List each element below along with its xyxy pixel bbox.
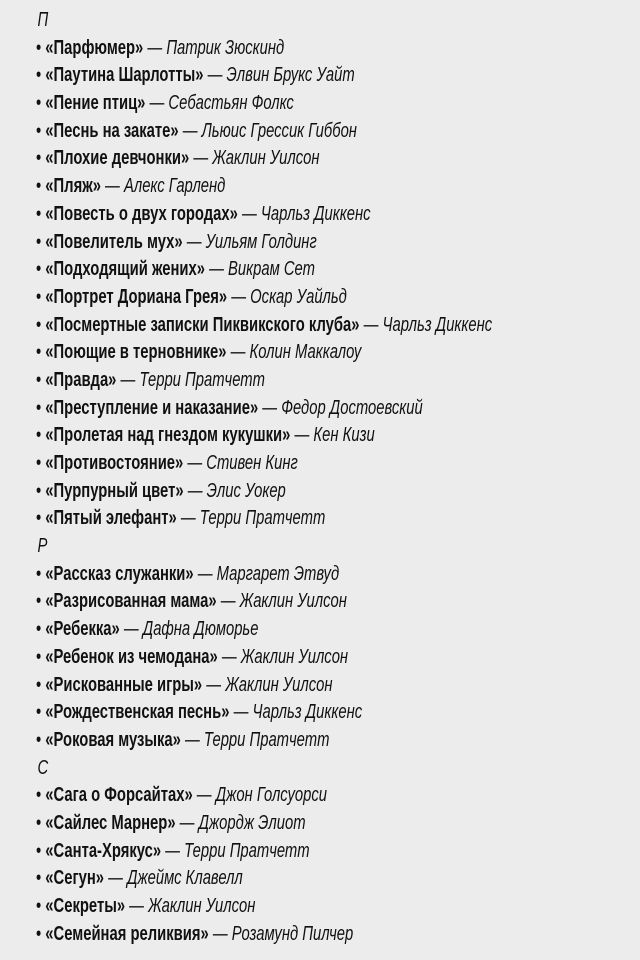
list-item	[36, 616, 492, 644]
bullet-icon: •	[36, 36, 42, 59]
book-author: Дафна Дюморье	[142, 618, 259, 641]
book-author: Стивен Кинг	[206, 452, 298, 474]
list-item	[36, 422, 492, 450]
bullet-icon: •	[36, 922, 42, 945]
book-title: «Поющие в терновнике»	[45, 341, 227, 364]
book-title: «Посмертные записки Пиквикского клуба»	[45, 313, 360, 336]
book-title: «Семейная реликвия»	[45, 922, 209, 945]
book-author: Викрам Сет	[228, 258, 315, 281]
book-author: Терри Пратчетт	[199, 507, 326, 530]
bullet-icon: •	[36, 368, 42, 391]
section-letter: П	[37, 9, 49, 31]
bullet-icon: •	[36, 92, 42, 115]
list-item	[36, 395, 492, 423]
bullet-icon: •	[36, 562, 42, 585]
book-title: «Пение птиц»	[45, 92, 146, 115]
book-author: Федор Достоевский	[281, 396, 423, 419]
dash-separator: —	[229, 701, 253, 724]
book-author: Колин Маккалоу	[249, 341, 362, 364]
bullet-icon: •	[36, 230, 42, 253]
book-title: «Сегун»	[45, 867, 105, 890]
bullet-icon: •	[36, 175, 42, 198]
dash-separator: —	[193, 562, 217, 585]
dash-separator: —	[104, 867, 128, 890]
bullet-icon: •	[36, 645, 42, 668]
book-author: Элис Уокер	[206, 479, 286, 502]
dash-separator: —	[203, 64, 227, 87]
book-author: Розамунд Пилчер	[231, 922, 354, 945]
letter-section	[36, 7, 492, 533]
book-author: Джордж Элиот	[198, 811, 306, 834]
dash-separator: —	[176, 507, 200, 530]
list-item	[36, 90, 492, 118]
book-title: «Ребекка»	[45, 618, 120, 641]
book-title: «Рождественская песнь»	[45, 701, 230, 724]
book-title: «Подходящий жених»	[45, 258, 205, 281]
bullet-icon: •	[36, 784, 42, 807]
dash-separator: —	[175, 811, 199, 834]
list-item	[36, 921, 492, 949]
book-title: «Парфюмер»	[45, 36, 144, 59]
list-item	[36, 727, 492, 755]
book-author: Алекс Гарленд	[123, 175, 226, 198]
list-item	[36, 699, 492, 727]
dash-separator: —	[143, 36, 167, 59]
bullet-icon: •	[36, 396, 42, 419]
dash-separator: —	[290, 424, 314, 447]
dash-separator: —	[161, 839, 185, 862]
book-title: «Санта-Хрякус»	[45, 839, 162, 862]
bullet-icon: •	[36, 258, 42, 281]
bullet-icon: •	[36, 424, 42, 447]
bullet-icon: •	[36, 839, 42, 862]
book-title: «Преступление и наказание»	[45, 396, 259, 419]
dash-separator: —	[125, 895, 149, 917]
list-item	[36, 644, 492, 672]
list-item	[36, 339, 492, 367]
list-item	[36, 229, 492, 257]
book-author: Жаклин Уилсон	[212, 147, 320, 170]
book-title: «Правда»	[45, 368, 117, 391]
book-title: «Секреты»	[45, 895, 126, 917]
book-author: Джон Голсуорси	[215, 784, 328, 807]
bullet-icon: •	[36, 285, 42, 308]
letter-section	[36, 755, 492, 949]
list-item	[36, 561, 492, 589]
list-item	[36, 893, 492, 921]
book-author: Кен Кизи	[313, 424, 375, 447]
book-author: Чарльз Диккенс	[252, 701, 363, 724]
book-title: «Пляж»	[45, 175, 101, 198]
dash-separator: —	[100, 175, 124, 198]
book-author: Себастьян Фолкс	[168, 92, 294, 115]
book-title: «Ребенок из чемодана»	[45, 645, 218, 668]
section-letter: С	[37, 756, 49, 779]
list-item	[36, 450, 492, 478]
book-title: «Портрет Дориана Грея»	[45, 285, 228, 308]
bullet-icon: •	[36, 590, 42, 613]
book-title: «Плохие девчонки»	[45, 147, 190, 170]
dash-separator: —	[216, 590, 240, 613]
book-author: Патрик Зюскинд	[166, 36, 285, 59]
list-item	[36, 810, 492, 838]
book-title: «Паутина Шарлотты»	[45, 64, 204, 87]
dash-separator: —	[178, 119, 202, 142]
list-item	[36, 256, 492, 284]
list-item	[36, 284, 492, 312]
book-title: «Повесть о двух городах»	[45, 202, 238, 225]
book-title: «Песнь на закате»	[45, 119, 179, 142]
list-item	[36, 118, 492, 146]
list-item	[36, 201, 492, 229]
book-author: Терри Пратчетт	[139, 368, 265, 391]
book-author: Оскар Уайльд	[250, 285, 347, 308]
list-item	[36, 672, 492, 700]
dash-separator: —	[226, 341, 250, 364]
list-item	[36, 145, 492, 173]
dash-separator: —	[119, 618, 143, 641]
list-item	[36, 505, 492, 533]
book-title: «Противостояние»	[45, 452, 184, 474]
bullet-icon: •	[36, 895, 42, 917]
list-item	[36, 62, 492, 90]
bullet-icon: •	[36, 811, 42, 834]
dash-separator: —	[237, 202, 261, 225]
book-author: Элвин Брукс Уайт	[226, 64, 355, 87]
list-item	[36, 838, 492, 866]
book-author: Чарльз Диккенс	[260, 202, 371, 225]
book-author: Жаклин Уилсон	[225, 673, 333, 696]
bullet-icon: •	[36, 618, 42, 641]
bullet-icon: •	[36, 673, 42, 696]
book-author: Маргарет Этвуд	[216, 562, 340, 585]
list-item	[36, 173, 492, 201]
book-title: «Разрисованная мама»	[45, 590, 217, 613]
dash-separator: —	[258, 396, 282, 419]
bullet-icon: •	[36, 313, 42, 336]
section-letter: Р	[37, 535, 48, 558]
book-author: Терри Пратчетт	[184, 839, 310, 862]
book-title: «Пролетая над гнездом кукушки»	[45, 424, 291, 447]
dash-separator: —	[183, 479, 207, 502]
book-title: «Рассказ служанки»	[45, 562, 194, 585]
list-item	[36, 367, 492, 395]
dash-separator: —	[116, 368, 140, 391]
dash-separator: —	[183, 452, 207, 474]
bullet-icon: •	[36, 867, 42, 890]
bullet-icon: •	[36, 64, 42, 87]
book-author: Чарльз Диккенс	[382, 313, 493, 336]
book-title: «Рискованные игры»	[45, 673, 203, 696]
dash-separator: —	[189, 147, 213, 170]
list-item	[36, 865, 492, 893]
book-list	[36, 7, 492, 948]
book-author: Уильям Голдинг	[205, 230, 317, 253]
dash-separator: —	[227, 285, 251, 308]
dash-separator: —	[208, 922, 232, 945]
list-item	[36, 478, 492, 506]
dash-separator: —	[145, 92, 169, 115]
letter-section	[36, 533, 492, 755]
dash-separator: —	[217, 645, 241, 668]
bullet-icon: •	[36, 119, 42, 142]
book-title: «Пурпурный цвет»	[45, 479, 184, 502]
book-title: «Сайлес Марнер»	[45, 811, 176, 834]
book-author: Жаклин Уилсон	[148, 895, 256, 917]
book-author: Джеймс Клавелл	[127, 867, 243, 890]
list-item	[36, 588, 492, 616]
bullet-icon: •	[36, 147, 42, 170]
dash-separator: —	[180, 728, 204, 751]
book-author: Жаклин Уилсон	[240, 645, 349, 668]
list-item	[36, 782, 492, 810]
bullet-icon: •	[36, 701, 42, 724]
book-title: «Сага о Форсайтах»	[45, 784, 193, 807]
bullet-icon: •	[36, 507, 42, 530]
list-item	[36, 312, 492, 340]
bullet-icon: •	[36, 341, 42, 364]
dash-separator: —	[204, 258, 229, 281]
book-author: Жаклин Уилсон	[239, 590, 347, 613]
book-title: «Пятый элефант»	[45, 507, 177, 530]
book-title: «Повелитель мух»	[45, 230, 183, 253]
dash-separator: —	[359, 313, 383, 336]
dash-separator: —	[202, 673, 226, 696]
list-item	[36, 35, 492, 63]
bullet-icon: •	[36, 452, 42, 474]
book-author: Льюис Грессик Гиббон	[201, 119, 357, 142]
bullet-icon: •	[36, 728, 42, 751]
bullet-icon: •	[36, 479, 42, 502]
bullet-icon: •	[36, 202, 42, 225]
dash-separator: —	[192, 784, 216, 807]
book-title: «Роковая музыка»	[45, 728, 181, 751]
dash-separator: —	[182, 230, 206, 253]
book-author: Терри Пратчетт	[203, 728, 330, 751]
